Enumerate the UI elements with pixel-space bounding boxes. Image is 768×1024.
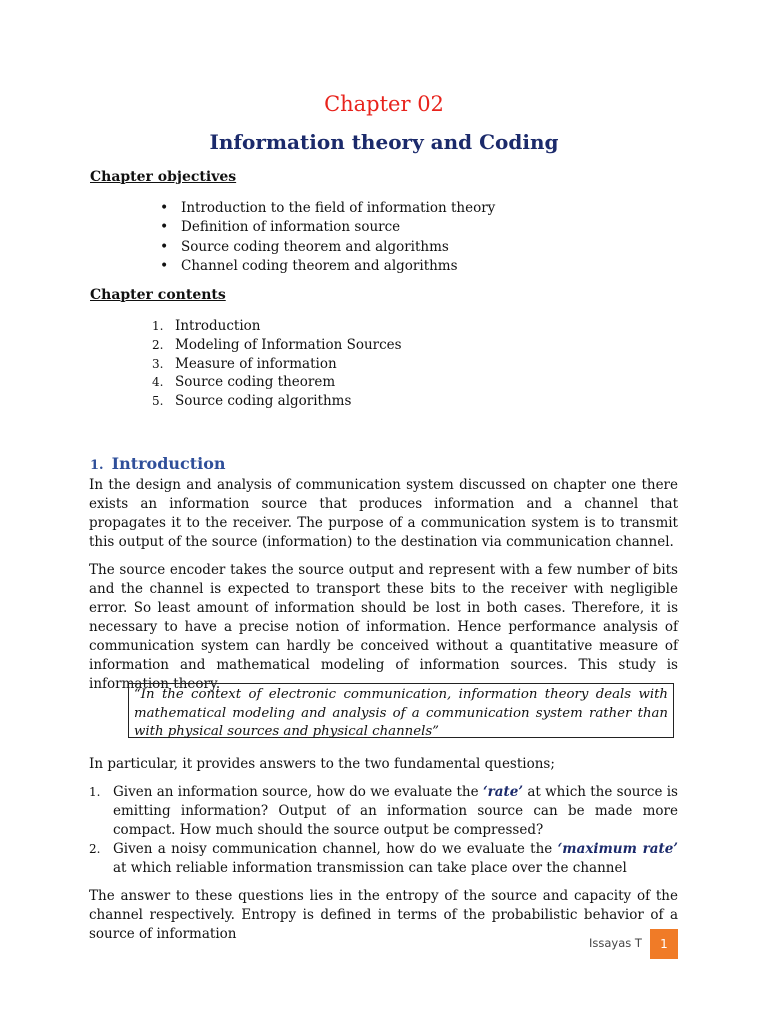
quote-box: “In the context of electronic communication, information theory deals with mathematical modeling and analysis of a communication system rather than with physical sources and physical channels”: [128, 683, 674, 738]
list-item: • Definition of information source: [157, 218, 495, 237]
list-label: Source coding algorithms: [175, 393, 352, 410]
list-item: • Channel coding theorem and algorithms: [157, 257, 495, 276]
list-label: Source coding theorem: [175, 374, 336, 391]
list-label: Measure of information: [175, 355, 337, 372]
section-title: Introduction: [111, 454, 226, 473]
list-number: 3.: [152, 356, 164, 371]
list-item: [152, 373, 402, 392]
emphasis-rate: ‘rate’: [482, 784, 524, 800]
intro-paragraph-1: In the design and analysis of communication system discussed on chapter one there exists an information source that produces information and a channel that propagates it to the receiver. The purpose of a communication system is to transmit this output of the source (information) to the destination via communication channel.: [89, 477, 678, 550]
contents-list: [152, 317, 402, 411]
question-text: Given an information source, how do we evaluate the: [113, 784, 483, 800]
section-number: 1.: [90, 458, 104, 473]
question-text: at which reliable information transmission can take place over the channel: [113, 860, 627, 876]
contents-heading: Chapter contents: [90, 287, 226, 303]
intro-paragraph-4: The answer to these questions lies in the entropy of the source and capacity of the channel respectively. Entropy is defined in terms of the probabilistic behavior of a source of information: [89, 888, 678, 942]
list-number: 2.: [89, 842, 101, 856]
page-number-badge: 1: [650, 929, 678, 959]
list-item: [152, 336, 402, 355]
question-text: Given a noisy communication channel, how do we evaluate the: [113, 841, 558, 857]
questions-list: [89, 783, 678, 878]
list-label: Introduction: [175, 318, 261, 334]
list-number: 4.: [152, 375, 164, 390]
intro-paragraph-3: In particular, it provides answers to the two fundamental questions;: [89, 756, 555, 772]
objectives-heading: Chapter objectives: [90, 169, 237, 185]
objectives-list: [157, 199, 495, 277]
list-number: 1.: [152, 319, 164, 333]
list-item: [89, 783, 678, 840]
footer-author: Issayas T: [589, 936, 642, 950]
chapter-title: Information theory and Coding: [209, 130, 559, 154]
list-number: 5.: [152, 394, 164, 409]
list-item: • Source coding theorem and algorithms: [157, 238, 495, 257]
list-number: 1.: [89, 785, 101, 799]
introduction-heading: [90, 454, 226, 473]
list-item: • Introduction to the field of information theory: [157, 199, 495, 218]
question-text: at which the source is emitting information? Output of an information source can be made more compact. How much should the source output be compressed?: [113, 784, 678, 838]
list-item: [152, 392, 402, 411]
intro-paragraph-2: The source encoder takes the source output and represent with a few number of bits and the channel is expected to transport these bits to the receiver with negligible error. So least amount of information should be lost in both cases. Therefore, it is necessary to have a precise notion of information. Hence performance analysis of communication system can hardly be conceived without a quantitative measure of information and mathematical modeling of information sources. This study is information theory.: [89, 562, 678, 692]
chapter-number: Chapter 02: [324, 92, 444, 116]
list-item: [152, 355, 402, 374]
emphasis-maximum-rate: ‘maximum rate’: [557, 841, 678, 857]
list-number: 2.: [152, 337, 164, 352]
list-label: Modeling of Information Sources: [175, 336, 402, 353]
list-item: [89, 840, 678, 878]
list-item: [152, 317, 402, 336]
